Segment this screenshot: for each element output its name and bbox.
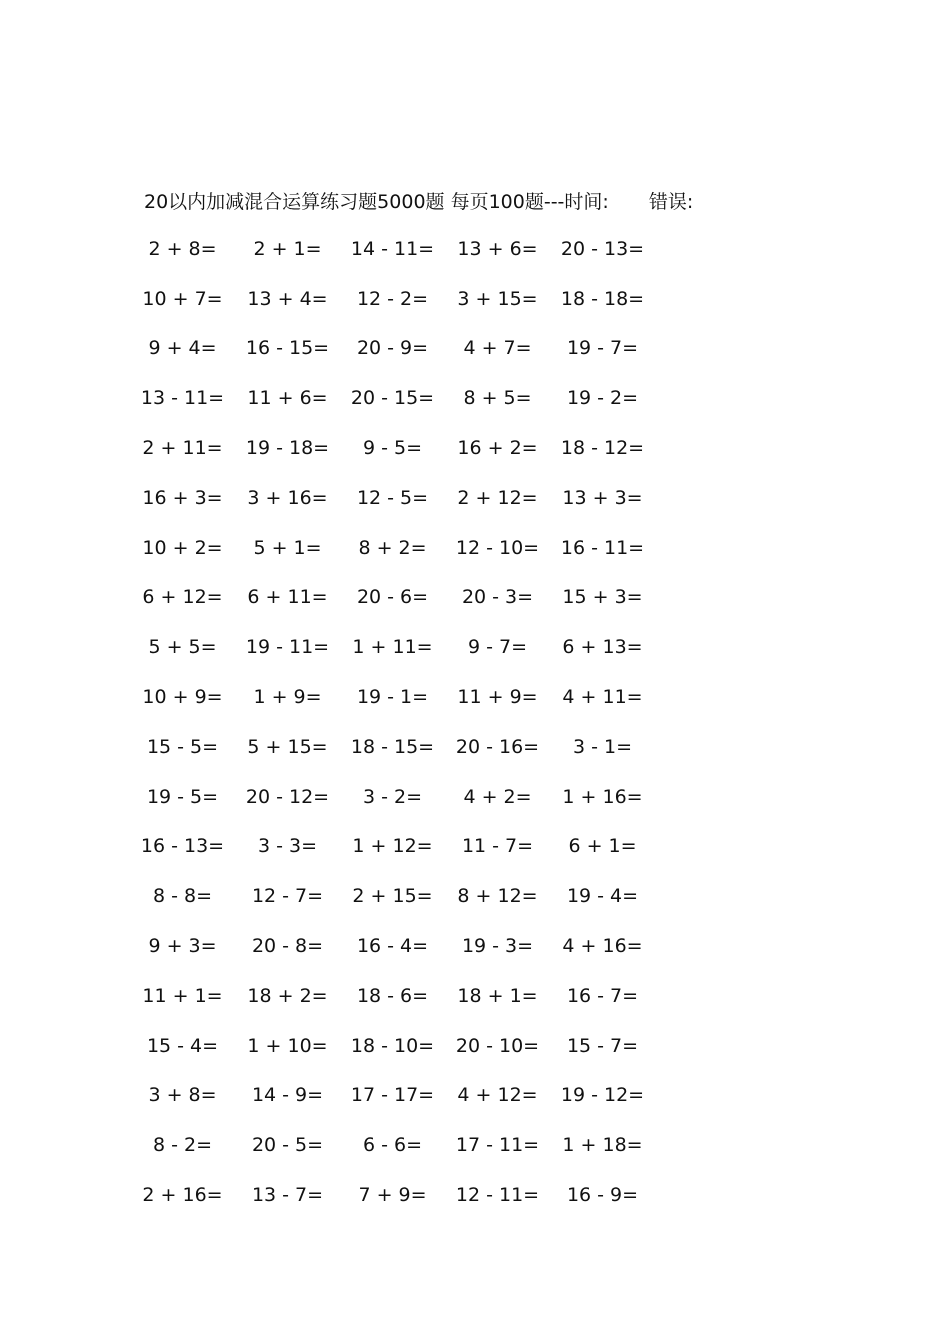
problem-item: 15 - 4= <box>146 1034 219 1057</box>
problem-item: 10 + 2= <box>142 536 223 559</box>
problem-item: 14 - 9= <box>251 1084 324 1107</box>
problem-item: 4 + 11= <box>562 686 643 709</box>
problem-item: 5 + 15= <box>247 735 328 758</box>
problem-row <box>130 224 670 274</box>
problem-row <box>130 573 670 623</box>
problem-item: 16 - 15= <box>245 337 330 360</box>
problem-item: 5 + 1= <box>253 536 322 559</box>
problem-row <box>130 871 670 921</box>
problem-item: 10 + 9= <box>142 686 223 709</box>
problem-item: 16 + 2= <box>457 437 538 460</box>
problem-grid <box>130 224 670 1220</box>
problem-item: 20 - 8= <box>251 935 324 958</box>
problem-item: 13 + 3= <box>562 486 643 509</box>
problem-item: 9 - 7= <box>467 636 528 659</box>
problem-item: 11 + 9= <box>457 686 538 709</box>
problem-item: 6 + 13= <box>562 636 643 659</box>
problem-item: 20 - 16= <box>455 735 540 758</box>
problem-item: 19 - 11= <box>245 636 330 659</box>
problem-row <box>130 523 670 573</box>
problem-item: 2 + 16= <box>142 1184 223 1207</box>
problem-row <box>130 622 670 672</box>
problem-item: 20 - 10= <box>455 1034 540 1057</box>
problem-item: 13 + 6= <box>457 237 538 260</box>
problem-item: 20 - 6= <box>356 586 429 609</box>
problem-item: 13 + 4= <box>247 287 328 310</box>
problem-item: 9 + 3= <box>148 935 217 958</box>
problem-item: 19 - 4= <box>566 885 639 908</box>
errors-label: 错误: <box>648 190 694 213</box>
problem-item: 17 - 17= <box>350 1084 435 1107</box>
problem-item: 18 + 2= <box>247 984 328 1007</box>
problem-item: 19 - 18= <box>245 437 330 460</box>
problem-item: 1 + 10= <box>247 1034 328 1057</box>
problem-item: 16 - 7= <box>566 984 639 1007</box>
problem-item: 15 + 3= <box>562 586 643 609</box>
problem-item: 16 - 13= <box>140 835 225 858</box>
problem-item: 8 + 12= <box>457 885 538 908</box>
problem-item: 10 + 7= <box>142 287 223 310</box>
problem-item: 1 + 18= <box>562 1134 643 1157</box>
problem-item: 11 - 7= <box>461 835 534 858</box>
problem-item: 19 - 1= <box>356 686 429 709</box>
problem-row <box>130 373 670 423</box>
problem-item: 8 - 2= <box>152 1134 213 1157</box>
problem-item: 9 + 4= <box>148 337 217 360</box>
problem-item: 6 + 12= <box>142 586 223 609</box>
problem-row <box>130 1021 670 1071</box>
problem-item: 20 - 3= <box>461 586 534 609</box>
problem-item: 8 + 5= <box>463 387 532 410</box>
problem-item: 18 - 15= <box>350 735 435 758</box>
problem-row <box>130 423 670 473</box>
problem-item: 17 - 11= <box>455 1134 540 1157</box>
problem-item: 20 - 5= <box>251 1134 324 1157</box>
problem-item: 2 + 1= <box>253 237 322 260</box>
problem-item: 15 - 7= <box>566 1034 639 1057</box>
problem-item: 12 - 5= <box>356 486 429 509</box>
problem-item: 3 - 1= <box>572 735 633 758</box>
problem-item: 20 - 13= <box>560 237 645 260</box>
problem-item: 20 - 9= <box>356 337 429 360</box>
problem-row <box>130 1071 670 1121</box>
problem-item: 3 - 3= <box>257 835 318 858</box>
problem-item: 3 + 16= <box>247 486 328 509</box>
problem-item: 1 + 9= <box>253 686 322 709</box>
problem-item: 6 + 11= <box>247 586 328 609</box>
problem-item: 14 - 11= <box>350 237 435 260</box>
problem-item: 19 - 5= <box>146 785 219 808</box>
problem-item: 3 + 15= <box>457 287 538 310</box>
problem-item: 11 + 6= <box>247 387 328 410</box>
problem-item: 2 + 15= <box>352 885 433 908</box>
problem-item: 1 + 12= <box>352 835 433 858</box>
problem-item: 3 - 2= <box>362 785 423 808</box>
problem-row <box>130 772 670 822</box>
problem-item: 2 + 11= <box>142 437 223 460</box>
problem-item: 12 - 7= <box>251 885 324 908</box>
problem-item: 7 + 9= <box>358 1184 427 1207</box>
problem-item: 19 - 2= <box>566 387 639 410</box>
problem-item: 18 + 1= <box>457 984 538 1007</box>
problem-item: 1 + 11= <box>352 636 433 659</box>
problem-item: 2 + 8= <box>148 237 217 260</box>
problem-row <box>130 274 670 324</box>
problem-item: 13 - 11= <box>140 387 225 410</box>
problem-item: 19 - 3= <box>461 935 534 958</box>
problem-item: 18 - 10= <box>350 1034 435 1057</box>
problem-item: 13 - 7= <box>251 1184 324 1207</box>
problem-item: 1 + 16= <box>562 785 643 808</box>
problem-item: 12 - 11= <box>455 1184 540 1207</box>
problem-item: 12 - 10= <box>455 536 540 559</box>
problem-item: 16 - 4= <box>356 935 429 958</box>
problem-item: 4 + 7= <box>463 337 532 360</box>
problem-item: 19 - 12= <box>560 1084 645 1107</box>
problem-item: 15 - 5= <box>146 735 219 758</box>
problem-item: 9 - 5= <box>362 437 423 460</box>
problem-item: 20 - 12= <box>245 785 330 808</box>
problem-item: 20 - 15= <box>350 387 435 410</box>
problem-item: 8 - 8= <box>152 885 213 908</box>
problem-row <box>130 672 670 722</box>
problem-item: 18 - 18= <box>560 287 645 310</box>
problem-item: 3 + 8= <box>148 1084 217 1107</box>
problem-item: 11 + 1= <box>142 984 223 1007</box>
problem-item: 4 + 12= <box>457 1084 538 1107</box>
problem-row <box>130 921 670 971</box>
problem-item: 19 - 7= <box>566 337 639 360</box>
problem-row <box>130 822 670 872</box>
problem-row <box>130 1170 670 1220</box>
problem-item: 8 + 2= <box>358 536 427 559</box>
problem-item: 4 + 16= <box>562 935 643 958</box>
problem-item: 6 - 6= <box>362 1134 423 1157</box>
problem-item: 6 + 1= <box>568 835 637 858</box>
problem-item: 18 - 12= <box>560 437 645 460</box>
problem-row <box>130 722 670 772</box>
worksheet-title: 20以内加减混合运算练习题5000题 每页100题---时间: <box>144 190 609 213</box>
problem-item: 16 - 11= <box>560 536 645 559</box>
worksheet-header <box>144 186 693 214</box>
problem-item: 5 + 5= <box>148 636 217 659</box>
problem-row <box>130 324 670 374</box>
problem-row <box>130 971 670 1021</box>
problem-item: 16 - 9= <box>566 1184 639 1207</box>
problem-item: 16 + 3= <box>142 486 223 509</box>
problem-row <box>130 473 670 523</box>
problem-item: 18 - 6= <box>356 984 429 1007</box>
problem-item: 2 + 12= <box>457 486 538 509</box>
problem-item: 12 - 2= <box>356 287 429 310</box>
problem-row <box>130 1120 670 1170</box>
problem-item: 4 + 2= <box>463 785 532 808</box>
